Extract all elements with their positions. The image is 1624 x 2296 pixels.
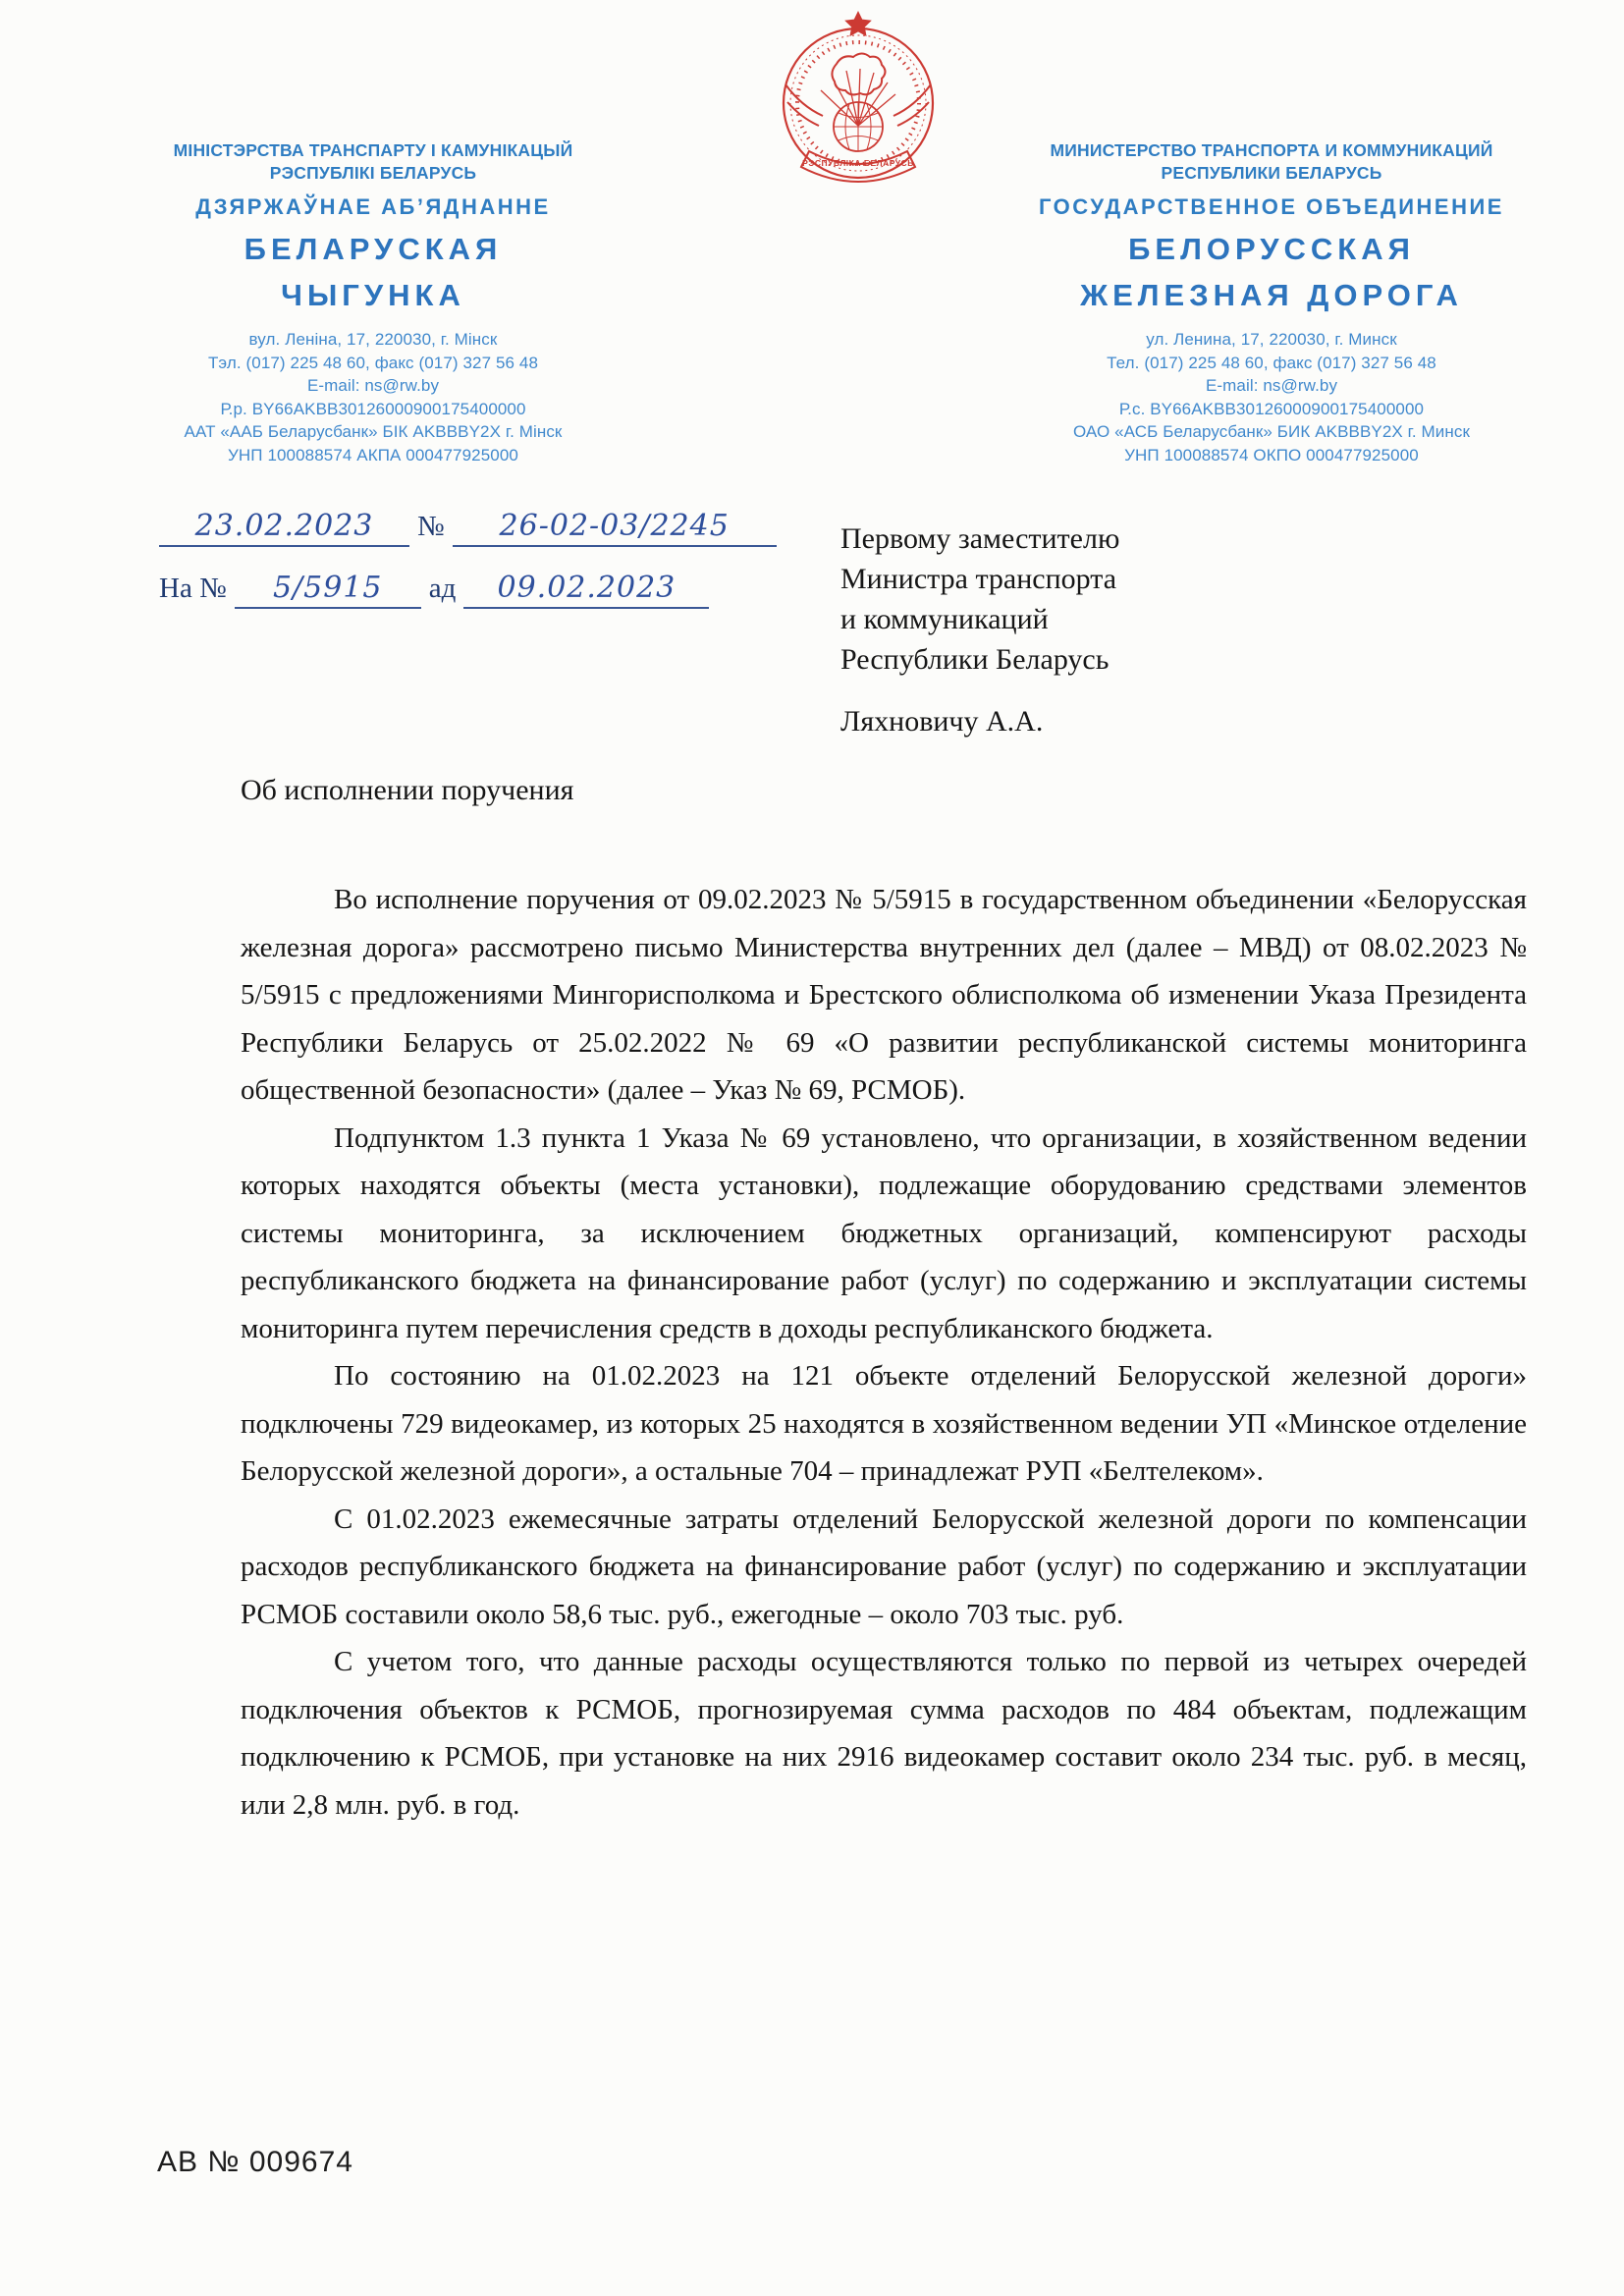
body-paragraph-5: С учетом того, что данные расходы осуществляются только по первой из четырех очередей подключения объектов к РСМОБ, прогнозируемая сумма расходов по 484 объектам, подлежащим подключению к РСМОБ, при установке на них 2916 видеокамер составит около 234 тыс. руб. в месяц, или 2,8 млн. руб. в год. bbox=[241, 1646, 1527, 1821]
address-line: Р.с. BY66AKBB30126000900175400000 bbox=[1118, 399, 1425, 418]
reply-number-label: На № bbox=[159, 573, 227, 604]
address-line: УНП 100088574 ОКПО 000477925000 bbox=[1124, 445, 1419, 465]
address-line: E-mail: ns@rw.by bbox=[1205, 376, 1338, 395]
number-sign-label: № bbox=[417, 511, 445, 542]
addressee-name: Ляхновичу А.А. bbox=[840, 705, 1044, 738]
addressee-block bbox=[840, 519, 1312, 741]
reference-row-1 bbox=[159, 509, 807, 547]
subject-line: Об исполнении поручения bbox=[241, 774, 574, 806]
association-name-by: ДЗЯРЖАЎНАЕ АБ’ЯДНАННЕ bbox=[195, 194, 551, 219]
ministry-name-by: МІНІСТЭРСТВА ТРАНСПАРТУ І КАМУНІКАЦЫЙ bbox=[173, 140, 573, 160]
coat-of-arms-svg bbox=[758, 8, 959, 187]
address-line: ул. Ленина, 17, 220030, г. Минск bbox=[1146, 330, 1397, 349]
addressee-line-3: и коммуникаций bbox=[840, 603, 1049, 635]
from-date-label: ад bbox=[428, 573, 457, 604]
address-line: Р.р. BY66AKBB30126000900175400000 bbox=[220, 399, 526, 418]
reference-row-2 bbox=[159, 571, 807, 609]
org-name-ru-1: БЕЛОРУССКАЯ bbox=[1128, 232, 1415, 266]
org-name-by-2: ЧЫГУНКА bbox=[281, 278, 465, 312]
reply-date-handwritten: 09.02.2023 bbox=[497, 571, 677, 605]
reference-block bbox=[159, 509, 807, 632]
address-line: E-mail: ns@rw.by bbox=[306, 376, 440, 395]
addressee-line-4: Республики Беларусь bbox=[840, 643, 1110, 676]
ministry-name-by-2: РЭСПУБЛІКІ БЕЛАРУСЬ bbox=[269, 163, 477, 183]
body-paragraph-2: Подпунктом 1.3 пункта 1 Указа № 69 установлено, что организации, в хозяйственном ведении которых находятся объекты (места установки), подлежащие оборудованию средствами элементов системы мониторинга, за исключением бюджетных организаций, компенсируют расходы республиканского бюджета на финансирование работ (услуг) по содержанию и эксплуатации системы мониторинга путем перечисления средств в доходы республиканского бюджета. bbox=[241, 1121, 1527, 1344]
reply-number-handwritten: 5/5915 bbox=[272, 571, 383, 605]
form-serial-number: АВ № 009674 bbox=[157, 2146, 353, 2178]
ministry-name-ru-2: РЕСПУБЛИКИ БЕЛАРУСЬ bbox=[1161, 163, 1382, 183]
ministry-name-ru: МИНИСТЕРСТВО ТРАНСПОРТА И КОММУНИКАЦИЙ bbox=[1050, 140, 1493, 160]
addressee-line-1: Первому заместителю bbox=[840, 522, 1120, 555]
address-line: УНП 100088574 АКПА 000477925000 bbox=[228, 445, 518, 465]
letter-date-handwritten: 23.02.2023 bbox=[194, 509, 374, 543]
letter-body bbox=[241, 876, 1527, 1829]
letterhead-left-block bbox=[147, 139, 599, 466]
address-line: вул. Леніна, 17, 220030, г. Мінск bbox=[248, 330, 498, 349]
body-paragraph-1: Во исполнение поручения от 09.02.2023 № 5/5915 в государственном объединении «Белорусская железная дорога» рассмотрено письмо Министерства внутренних дел (далее – МВД) от 08.02.2023 № 5/5915 с предложениями Мингорисполкома и Брестского облисполкома об изменении Указа Президента Республики Беларусь от 25.02.2022 № 69 «О развитии республиканской системы мониторинга общественной безопасности» (далее – Указ № 69, РСМОБ). bbox=[241, 884, 1527, 1106]
org-name-by-1: БЕЛАРУСКАЯ bbox=[244, 232, 503, 266]
address-line: ОАО «АСБ Беларусбанк» БИК AKBBBY2X г. Минск bbox=[1072, 422, 1471, 441]
association-name-ru: ГОСУДАРСТВЕННОЕ ОБЪЕДИНЕНИЕ bbox=[1039, 194, 1504, 219]
address-line: Тэл. (017) 225 48 60, факс (017) 327 56 48 bbox=[207, 353, 539, 372]
letterhead-right-block bbox=[972, 139, 1571, 466]
body-paragraph-4: С 01.02.2023 ежемесячные затраты отделений Белорусской железной дороги по компенсации расходов республиканского бюджета на финансирование работ (услуг) по содержанию и эксплуатации РСМОБ составили около 58,6 тыс. руб., ежегодные – около 703 тыс. руб. bbox=[241, 1503, 1527, 1630]
body-paragraph-3: По состоянию на 01.02.2023 на 121 объекте отделений Белорусской железной дороги» подключены 729 видеокамер, из которых 25 находятся в хозяйственном ведении УП «Минское отделение Белорусской железной дороги», а остальные 704 – принадлежат РУП «Белтелеком». bbox=[241, 1360, 1527, 1487]
emblem-ribbon-text: РЭСПУБЛІКА БЕЛАРУСЬ bbox=[802, 158, 914, 168]
address-line: ААТ «ААБ Беларусбанк» БІК AKBBBY2X г. Мінск bbox=[184, 422, 563, 441]
coat-of-arms-belarus-icon bbox=[758, 8, 959, 187]
address-block-by bbox=[147, 328, 599, 466]
address-line: Тел. (017) 225 48 60, факс (017) 327 56 48 bbox=[1107, 353, 1436, 372]
org-name-ru-2: ЖЕЛЕЗНАЯ ДОРОГА bbox=[1080, 278, 1463, 312]
addressee-line-2: Министра транспорта bbox=[840, 563, 1117, 595]
address-block-ru bbox=[972, 328, 1571, 466]
letter-number-handwritten: 26-02-03/2245 bbox=[499, 509, 730, 543]
